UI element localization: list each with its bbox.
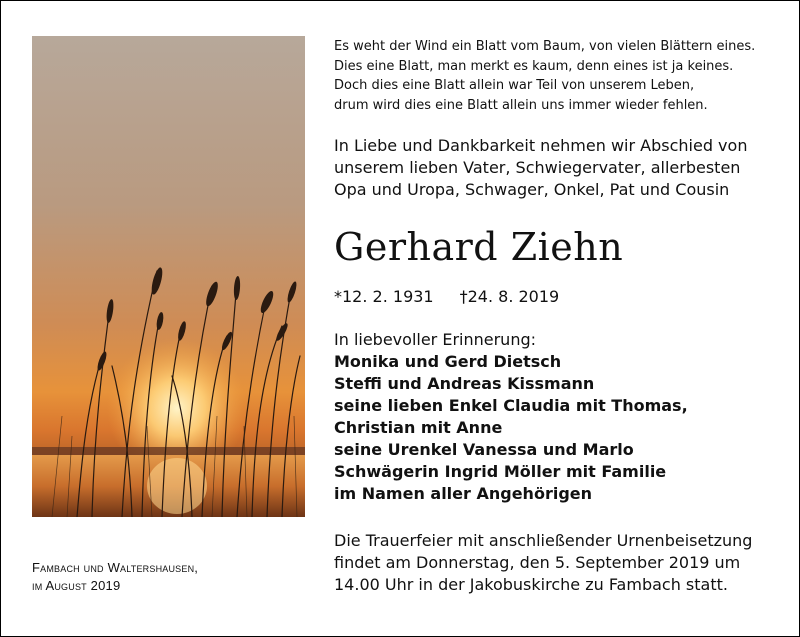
place-line: Fambach und Waltershausen, [32,560,199,575]
mourner-line: seine Urenkel Vanessa und Marlo [334,440,634,459]
poem-line: Doch dies eine Blatt allein war Teil von unserem Leben, [334,78,695,93]
mourner-line: Monika und Gerd Dietsch [334,352,562,371]
birth-date: *12. 2. 1931 [334,287,434,306]
sunset-reeds-photo [32,36,305,517]
death-date: †24. 8. 2019 [459,287,560,306]
farewell-intro [334,135,774,201]
intro-line: Opa und Uropa, Schwager, Onkel, Pat und Cousin [334,180,730,199]
date-line: im August 2019 [32,578,121,593]
memory-label: In liebevoller Erinnerung: [334,330,536,349]
intro-line: unserem lieben Vater, Schwiegervater, allerbesten [334,158,741,177]
mourner-line: im Namen aller Angehörigen [334,484,593,503]
mourner-line: Steffi und Andreas Kissmann [334,374,595,393]
funeral-service-info [334,530,774,596]
poem [334,37,774,115]
poem-line: Dies eine Blatt, man merkt es kaum, denn eines ist ja keines. [334,58,734,74]
mourner-line: Christian mit Anne [334,418,503,437]
life-dates [334,286,774,308]
poem-line: Es weht der Wind ein Blatt vom Baum, von vielen Blättern eines. [334,39,756,54]
mourners-list [334,351,774,505]
poem-line: drum wird dies eine Blatt allein uns immer wieder fehlen. [334,97,708,113]
mourner-line: Schwägerin Ingrid Möller mit Familie [334,462,667,481]
deceased-name: Gerhard Ziehn [334,225,624,269]
intro-line: In Liebe und Dankbarkeit nehmen wir Abschied von [334,136,748,155]
mourner-line: seine lieben Enkel Claudia mit Thomas, [334,396,688,415]
service-line: Die Trauerfeier mit anschließender Urnenbeisetzung [334,531,753,550]
place-and-date [32,559,292,595]
service-line: 14.00 Uhr in der Jakobuskirche zu Fambach statt. [334,575,728,594]
service-line: findet am Donnerstag, den 5. September 2019 um [334,553,741,572]
